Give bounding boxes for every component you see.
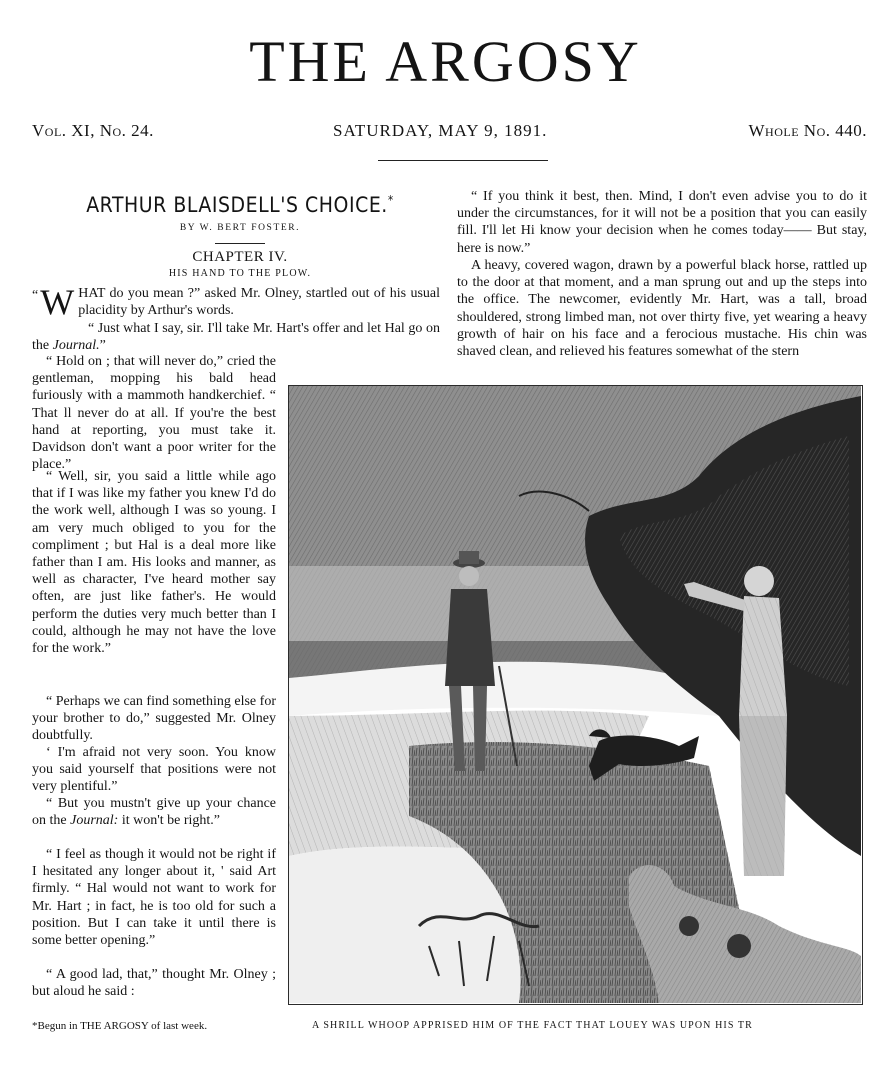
paragraph: “ I feel as though it would not be right if I hesitated any longer about it, ' said Art firmly. “ Hal would not want to work for Mr. Hart ; in fact, he is too old for such a position. But I can take it until there is some better opening.” (32, 847, 276, 949)
paragraph: “ Perhaps we can find something else for your brother to do,” suggested Mr. Olney doubtfully. (32, 694, 276, 744)
paragraph (32, 320, 440, 354)
paragraph: ‘ I'm afraid not very soon. You know you said yourself that positions were not very plentiful.” (32, 745, 276, 795)
paragraph: “ Well, sir, you said a little while ago that if I was like my father you knew I'd do the work well, although I was so young. I am very much obliged to you for the compliment ; but Hal is a deal more like father than I am. His looks and manner, as well as character, I've heard mother say often, are just like father's. He would perform the duties very much better than I could, although he may not have the love for the work.” (32, 469, 276, 657)
chapter-heading: CHAPTER IV. (192, 249, 288, 265)
paragraph-text-end: ” (99, 338, 106, 354)
engraving-scene (289, 386, 861, 1003)
masthead-title: THE ARGOSY (249, 29, 642, 94)
volume-number: Vol. XI, No. 24. (32, 121, 154, 140)
story-title: ARTHUR BLAISDELL'S CHOICE.* (86, 193, 394, 217)
journal-name: Journal. (52, 338, 100, 354)
paragraph-text: “ Hold on ; that will never do,” cried the gentleman, mopping his bald head furiously with a mammoth handkerchief. “ That ll never do at all. If you're the best hand at reporting, you must take it. Davidson don't want a poor writer for the place.” (32, 354, 276, 473)
whole-number: Whole No. 440. (748, 121, 867, 140)
paragraph (32, 795, 276, 829)
story-byline: BY W. BERT FOSTER. (179, 223, 301, 233)
issue-date: SATURDAY, MAY 9, 1891. (333, 121, 548, 140)
paragraph-text-end: it won't be right.” (121, 813, 220, 829)
paragraph-text: “ Just what I say, sir. I'll take Mr. Hart's offer and let Hal go on the (32, 321, 440, 354)
paragraph-text: “ But you mustn't give up your chance on the (32, 796, 276, 829)
chapter-subtitle: HIS HAND TO THE PLOW. (168, 268, 312, 279)
engraving-illustration (288, 385, 863, 1005)
masthead-rule (378, 160, 548, 161)
paragraph: “ A good lad, that,” thought Mr. Olney ; but aloud he said : (32, 967, 276, 1000)
byline-rule (215, 243, 265, 244)
paragraph-opening-text: HAT do you mean ?” asked Mr. Olney, startled out of his usual placidity by Arthur's words. (78, 286, 440, 319)
journal-name: Journal: (70, 813, 119, 829)
paragraph: A heavy, covered wagon, drawn by a powerful black horse, rattled up to the door at that moment, and a man sprung out and up the steps into the office. The newcomer, evidently Mr. Hart, was a tall, broad shouldered, strong limbed man, not over thirty five, yet wearing a heavy growth of hair on his face and a ferocious mustache. His chin was shaved clean, and relieved his features somewhat of the stern (457, 258, 867, 360)
illustration-caption: A SHRILL WHOOP APPRISED HIM OF THE FACT THAT LOUEY WAS UPON HIS TR (312, 1020, 753, 1031)
footnote: *Begun in THE ARGOSY of last week. (32, 1020, 208, 1032)
opening-quote: “ (32, 288, 39, 303)
paragraph-opening (32, 282, 440, 322)
paragraph: “ If you think it best, then. Mind, I don't even advise you to do it under the circumstances, for it will not be a position that you can easily fill. I'll let Hi know your decision when he comes today—— But stay, here is now.” (457, 189, 867, 256)
figure-pointer-dog (629, 865, 861, 1003)
drop-cap: W (40, 282, 75, 322)
footnote-mark: * (387, 193, 394, 207)
